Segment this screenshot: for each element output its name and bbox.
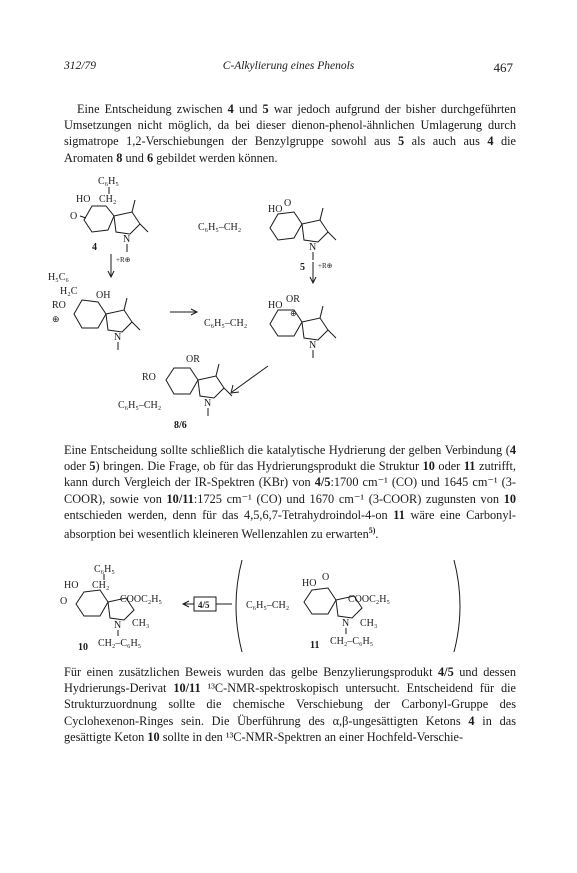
methylene-label: CH₂ — [99, 194, 117, 205]
paragraph-hydrogenation — [64, 442, 516, 542]
compound-ref: 11 — [463, 459, 476, 474]
alkoxy-label: OR — [286, 294, 300, 305]
phenyl-label: C₆H₅ — [94, 564, 115, 575]
proton-label: +R⊕ — [318, 262, 333, 270]
compound-ref: 5 — [398, 134, 405, 149]
proton-label: +R⊕ — [116, 256, 131, 264]
compound-ref: 4 — [509, 443, 516, 457]
running-header-title: C-Alkylierung eines Phenols — [222, 60, 355, 72]
compound-ref: 10 — [422, 459, 435, 474]
hydroxy-label: HO — [302, 578, 317, 589]
nitrogen-label: N — [204, 398, 212, 409]
oxygen-label: O — [284, 198, 292, 209]
compound-ref: 4/5 — [438, 665, 454, 679]
compound-5-structure — [198, 198, 336, 273]
ester-label: COOC₂H₅ — [120, 594, 162, 605]
compound-ref: 4/5 — [314, 475, 331, 490]
arrow-4-protonation — [108, 254, 131, 277]
phenyl-label: C₆H₅ — [98, 176, 119, 187]
nitrogen-label: N — [309, 242, 317, 253]
text-run: Eine Entscheidung zwischen — [77, 102, 228, 116]
text-run: und — [233, 102, 263, 116]
benzyl-chain-label: C₆H₅–CH₂ — [204, 318, 248, 329]
compound-ref: 10/11 — [166, 491, 194, 506]
compound-4-structure — [70, 176, 148, 253]
paragraph-intro — [64, 101, 516, 166]
nitrogen-label: N — [342, 618, 350, 629]
compound-label-11: 11 — [310, 640, 320, 651]
compound-ref: 8 — [116, 150, 123, 165]
text-run: entschieden werden, denn für das 4,5,6,7-Tetrahydroindol-4-on — [64, 507, 394, 522]
paragraph-nmr — [64, 664, 516, 745]
benzyl-chain-label: C₆H₅–CH₂ — [198, 222, 242, 233]
text-run: die Aromaten — [64, 134, 516, 165]
cation-charge: ⊕ — [52, 314, 60, 324]
methyl-label: CH₃ — [132, 618, 150, 629]
text-run: wäre eine Carbonyl-absorption bei wesentlich kleineren Wellenzahlen zu erwarten — [64, 507, 516, 542]
text-run: war jedoch aufgrund der bisher durchgeführten Umsetzungen nicht möglich, da bei dieser dienon-phenol-ähnlichen Umlagerung durch sigmatrope 1,2-Verschiebungen der Benzylgruppe sowohl aus — [64, 102, 517, 149]
arrow-5-protonation — [310, 262, 333, 283]
compound-8-6-structure — [118, 354, 232, 431]
compound-ref: 10/11 — [173, 681, 201, 696]
compound-10-structure — [60, 564, 162, 653]
hydroxy-label: HO — [268, 204, 283, 215]
nitrogen-label: N — [114, 332, 122, 343]
oxygen-label: O — [322, 572, 330, 583]
text-run: und dessen Hydrierungs-Derivat — [64, 665, 516, 696]
n-benzyl-label: CH₂–C₆H₅ — [98, 638, 142, 649]
compound-label-4: 4 — [92, 242, 97, 253]
hydroxy-label: OH — [96, 290, 111, 301]
alkoxy-label: RO — [142, 372, 156, 383]
cation-charge: ⊕ — [290, 309, 297, 318]
methylene-label: H₂C — [60, 286, 78, 297]
compound-ref: 6 — [147, 150, 154, 165]
methylene-label: CH₂ — [92, 580, 110, 591]
compound-ref: 10 — [147, 729, 160, 744]
text-run: und — [122, 150, 147, 165]
compound-ref: 4 — [487, 134, 494, 149]
page-number: 467 — [493, 60, 513, 75]
equilibrium-arrow — [183, 597, 232, 611]
hydroxy-label: HO — [64, 580, 79, 591]
text-run: Eine Entscheidung sollte schließlich die katalytische Hydrierung der gelben Verbindung ( — [64, 443, 510, 457]
alkoxy-label: RO — [52, 300, 66, 311]
oxygen-label: O — [70, 211, 78, 222]
compound-ref: 4 — [227, 102, 234, 116]
hydroxy-label: HO — [76, 194, 91, 205]
hydroxy-label: HO — [268, 300, 283, 311]
arrow-rearrangement — [170, 309, 197, 315]
alkoxy-label: OR — [186, 354, 200, 365]
benzyl-chain-label: C₆H₅–CH₂ — [246, 600, 290, 611]
benzyl-chain-label: C₆H₅–CH₂ — [118, 400, 162, 411]
text-run: :1700 cm⁻¹ (CO) und 1645 cm⁻¹ (3-COOR), sowie von — [64, 475, 516, 506]
methyl-label: CH₃ — [360, 618, 378, 629]
text-run: gebildet werden können. — [153, 150, 278, 165]
compound-ref: 5 — [89, 459, 96, 474]
equilibrium-box-label: 4/5 — [198, 600, 210, 610]
text-run: in das gesättigte Keton — [64, 713, 516, 744]
text-run: Für einen zusätzlichen Beweis wurden das gelbe Benzylierungsprodukt — [64, 665, 438, 679]
compound-ref: 10 — [503, 491, 516, 506]
phenyl-label: H₅C₆ — [48, 272, 69, 283]
text-run: zutrifft, kann durch Vergleich der IR-Spektren (KBr) von — [64, 459, 516, 490]
text-run: oder — [64, 459, 90, 474]
arrow-aromatization — [231, 366, 268, 393]
compound-11-structure — [236, 560, 460, 652]
text-run: ¹³C-NMR-spektroskopisch untersucht. Entscheidend für die Strukturzuordnung sollte die chemische Verschiebung der Carbonyl-Gruppe des Cyclohexenon-Ringes sein. Die Überführung des α,β-ungesättigten Ketons — [64, 681, 517, 728]
reaction-scheme-hydrogenation — [0, 560, 577, 660]
footnote-ref: 5) — [368, 526, 376, 536]
nitrogen-label: N — [309, 340, 317, 351]
text-run: ) bringen. Die Frage, ob für das Hydrierungsprodukt die Struktur — [95, 459, 423, 474]
compound-label-8-6: 8/6 — [174, 420, 187, 431]
nitrogen-label: N — [114, 620, 122, 631]
compound-label-10: 10 — [78, 642, 88, 653]
compound-label-5: 5 — [300, 262, 305, 273]
compound-ref: 5 — [262, 102, 269, 116]
ester-label: COOC₂H₅ — [348, 594, 390, 605]
text-run: . — [375, 527, 379, 542]
compound-ref: 4 — [468, 713, 475, 728]
compound-ref: 11 — [393, 507, 405, 522]
text-run: sollte in den ¹³C-NMR-Spektren an einer Hochfeld-Verschie- — [159, 729, 464, 744]
protonated-intermediate-5 — [204, 294, 336, 358]
n-benzyl-label: CH₂–C₆H₅ — [330, 636, 374, 647]
reaction-scheme-rearrangement — [0, 170, 577, 432]
text-run: :1725 cm⁻¹ (CO) und 1670 cm⁻¹ (3-COOR) zugunsten von — [193, 491, 504, 506]
protonated-intermediate-4 — [48, 272, 140, 350]
nitrogen-label: N — [123, 234, 131, 245]
running-header-ref: 312/79 — [64, 60, 96, 72]
text-run: oder — [434, 459, 464, 474]
text-run: als auch aus — [404, 134, 488, 149]
oxygen-label: O — [60, 596, 68, 607]
